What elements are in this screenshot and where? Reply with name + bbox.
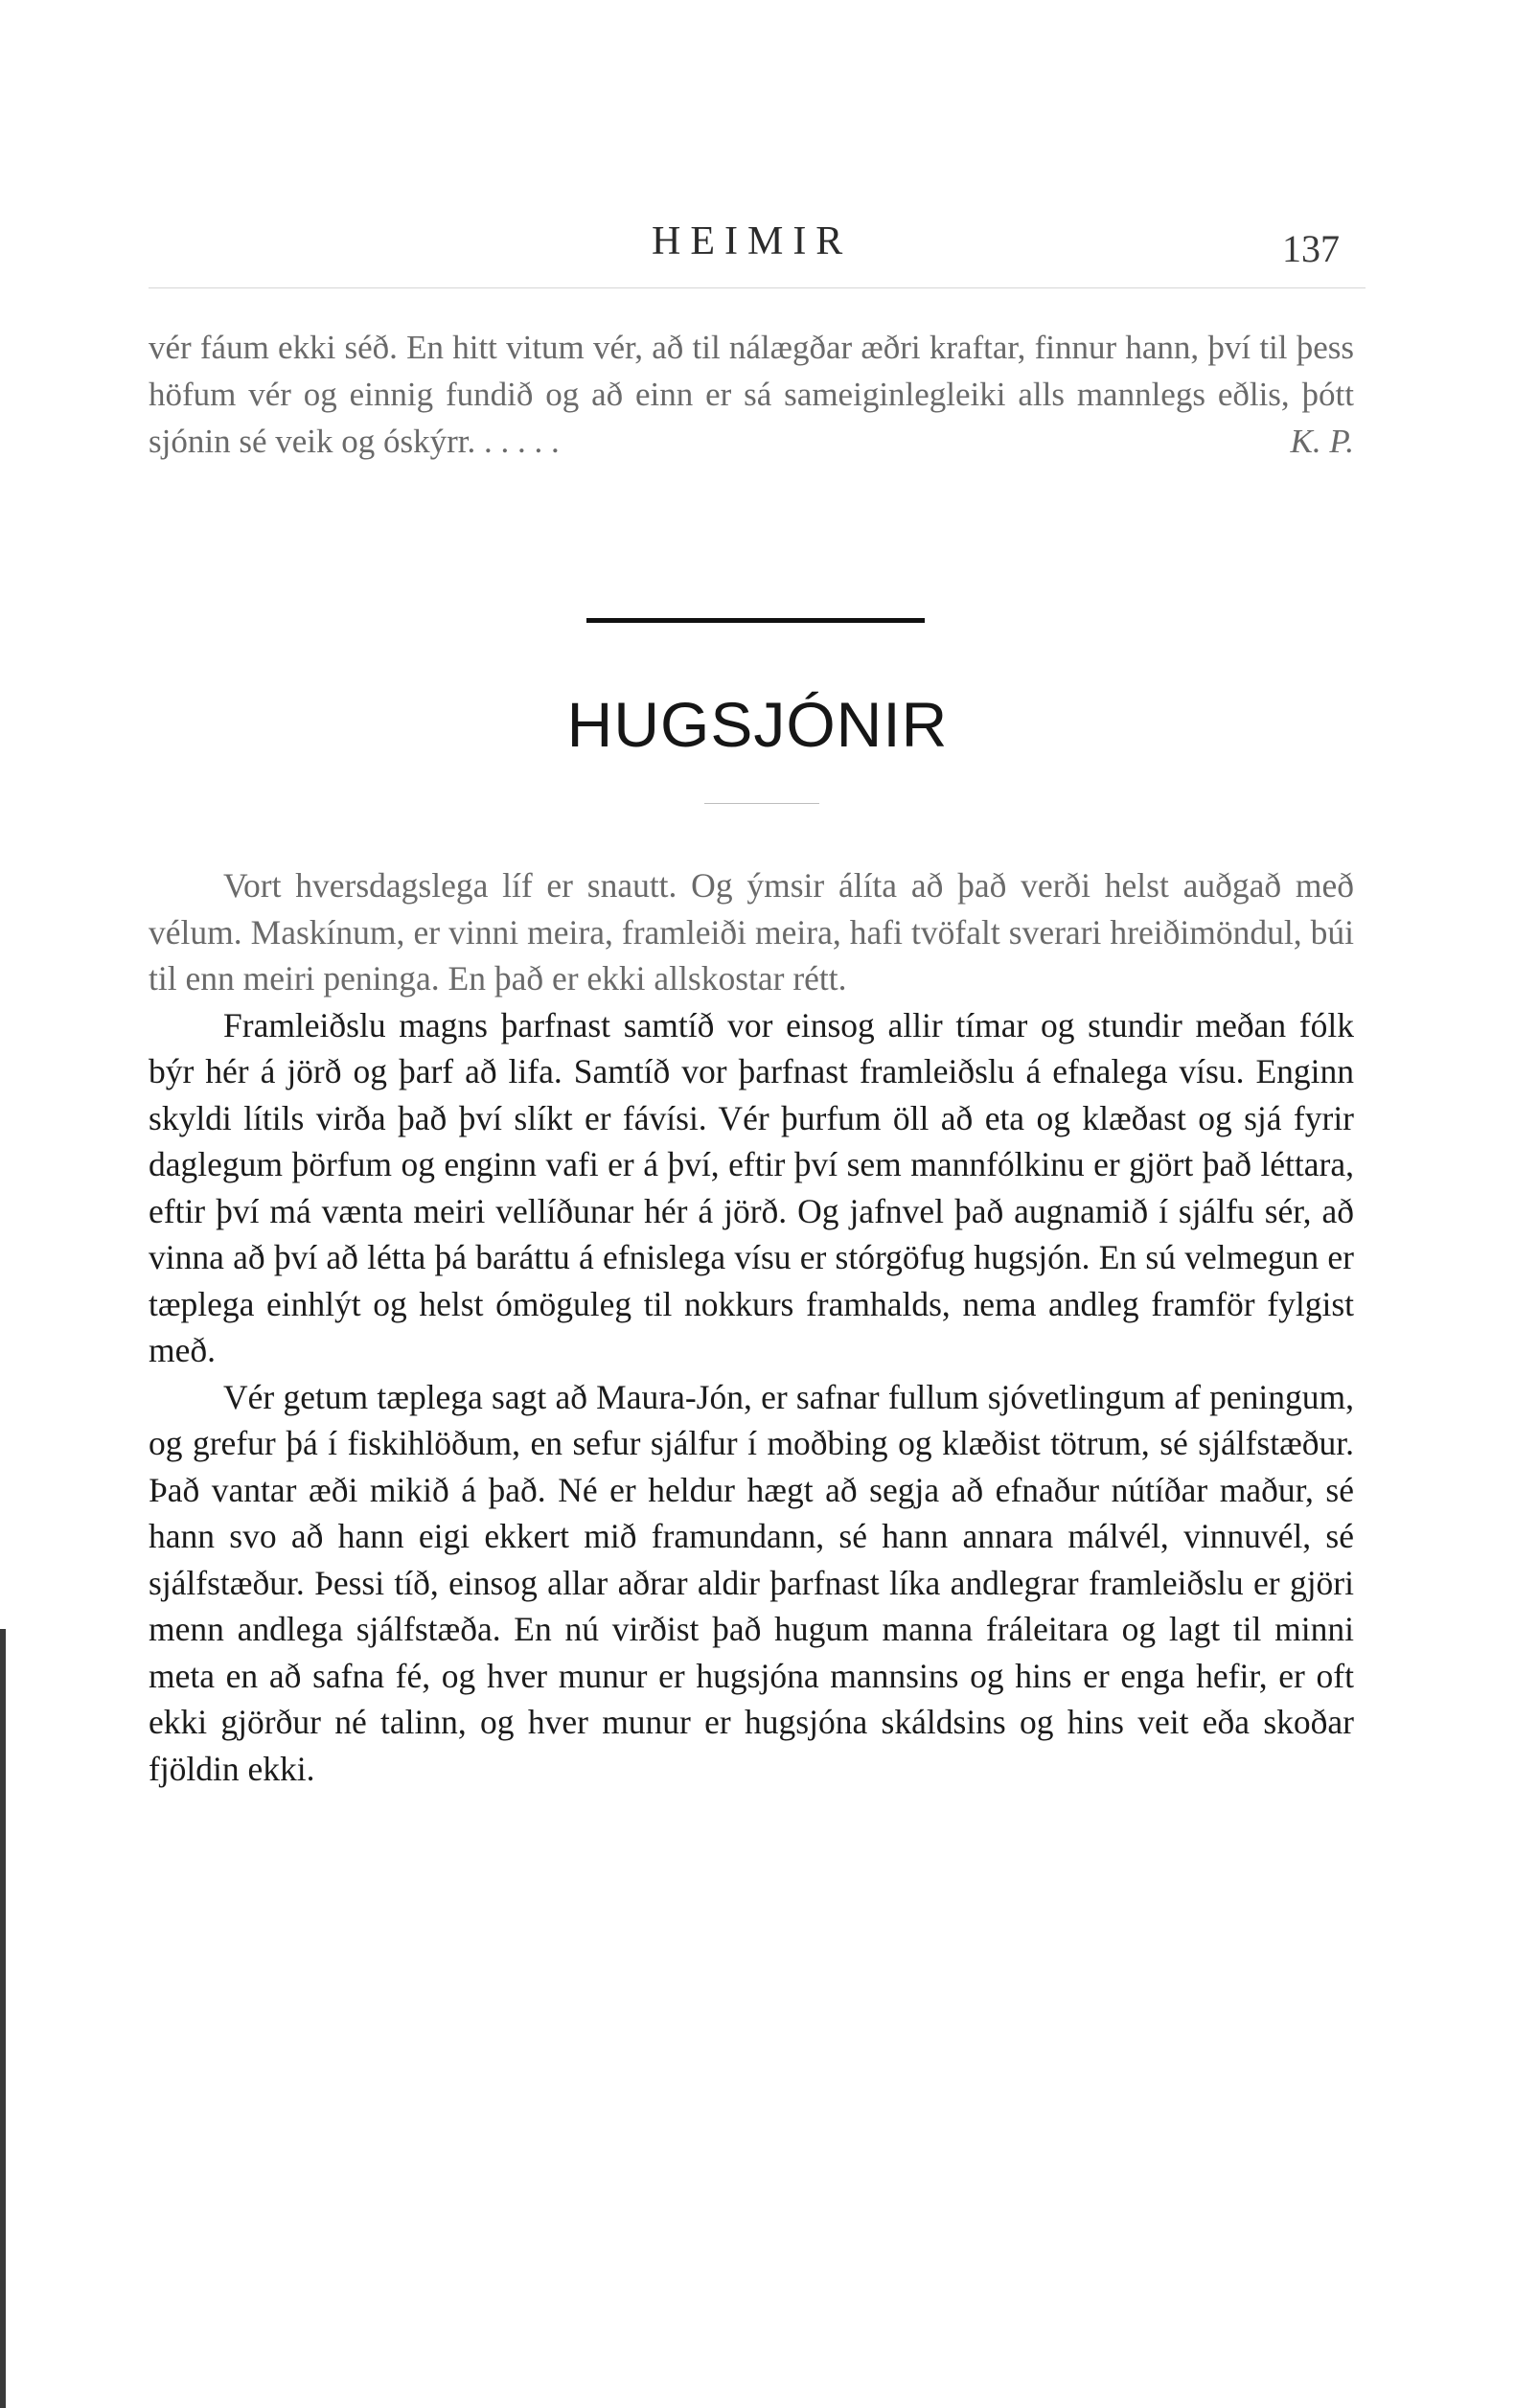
article-title: HUGSJÓNIR bbox=[566, 689, 949, 760]
running-head bbox=[0, 218, 1515, 270]
header-rule bbox=[149, 287, 1366, 288]
author-signature: K. P. bbox=[1290, 423, 1354, 460]
page-edge-shadow bbox=[0, 1629, 6, 2408]
page-number: 137 bbox=[1282, 227, 1340, 270]
section-divider bbox=[586, 618, 925, 623]
article-body bbox=[149, 862, 1354, 1792]
previous-article-paragraph bbox=[149, 324, 1354, 465]
article-paragraph-2: Framleiðslu magns þarfnast samtíð vor einsog allir tímar og stundir meðan fólk býr hér á jörð og þarf að lifa. Samtíð vor þarfnast framleiðslu á efnalega vísu. Enginn skyldi lítils virða það því slíkt er fávísi. Vér þurfum öll að eta og klæðast og sjá fyrir daglegum þörfum og enginn vafi er á því, eftir því sem mannfólkinu er gjört það léttara, eftir því má vænta meiri vellíðunar hér á jörð. Og jafnvel það augnamið í sjálfu sér, að vinna að því að létta þá baráttu á efnislega vísu er stórgöfug hugsjón. En sú velmegun er tæplega einhlýt og helst ómöguleg til nokkurs framhalds, nema andleg framför fylgist með. bbox=[149, 1005, 1354, 1369]
article-paragraph-3: Vér getum tæplega sagt að Maura-Jón, er safnar fullum sjóvetlingum af peningum, og grefur þá í fiskihlöðum, en sefur sjálfur í moðbing og klæðist tötrum, sé sjálfstæður. Það vantar æði mikið á það. Né er heldur hægt að segja að efnaður nútíðar maður, sé hann svo að hann eigi ekkert mið framundann, sé hann annara málvél, vinnuvél, sé sjálfstæður. Þessi tíð, einsog allar aðrar aldir þarfnast líka andlegrar framleiðslu er gjöri menn andlega sjálfstæða. En nú virðist það hugum manna fráleitara og lagt til minni meta en að safna fé, og hver munur er hugsjóna mannsins og hins er enga hefir, er oft ekki gjörður né talinn, og hver munur er hugsjóna skáldsins og hins veit eða skoðar fjöldin ekki. bbox=[149, 1377, 1354, 1788]
title-underline bbox=[704, 803, 819, 804]
previous-article-ending bbox=[149, 324, 1354, 465]
previous-article-text: vér fáum ekki séð. En hitt vitum vér, að til nálægðar æðri kraftar, finnur hann, því til þess höfum vér og einnig fundið og að einn er sá sameiginlegleiki alls mannlegs eðlis, þótt sjónin sé veik og óskýrr. . . . . . bbox=[149, 329, 1354, 460]
article-paragraph-1: Vort hversdagslega líf er snautt. Og ýmsir álíta að það verði helst auðgað með vélum. Maskínum, er vinni meira, framleiði meira, hafi tvöfalt sverari hreiðimöndul, búi til enn meiri peninga. En það er ekki allskostar rétt. bbox=[149, 866, 1354, 998]
running-title: HEIMIR bbox=[652, 219, 853, 264]
